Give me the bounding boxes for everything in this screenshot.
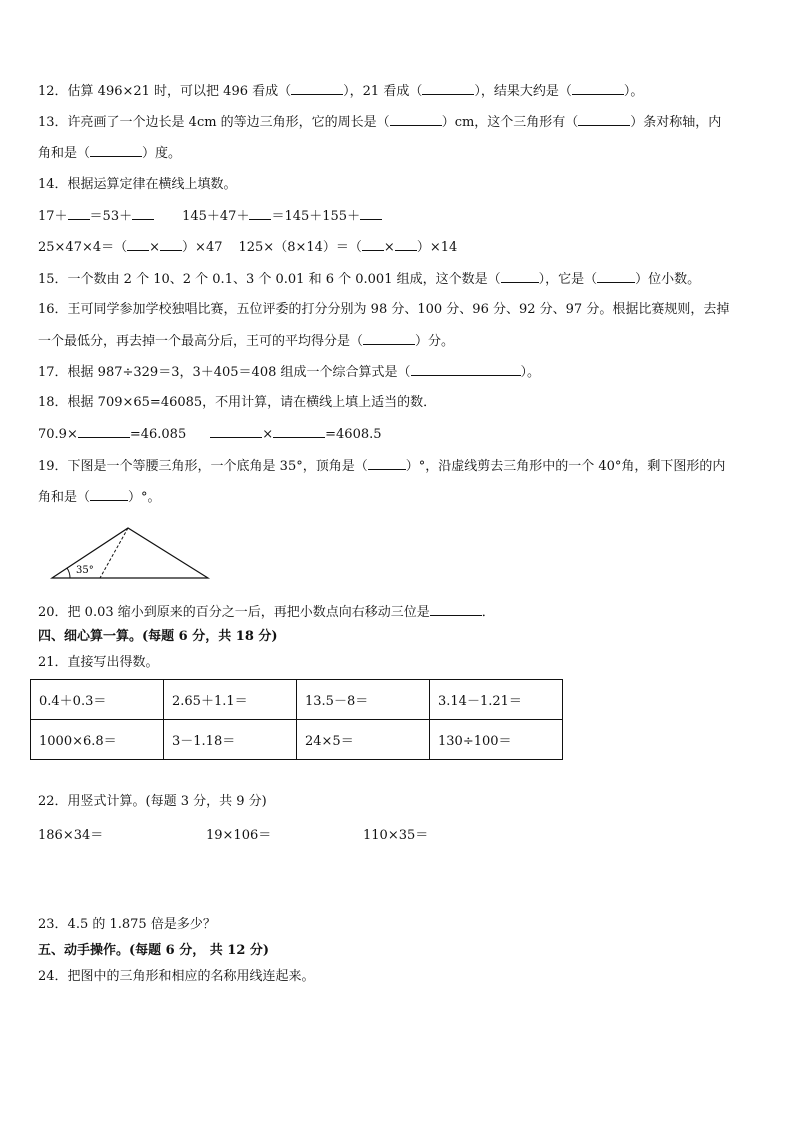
q15-text-2: ），它是（ [538,272,598,287]
question-16-line-1: 16．王可同学参加学校独唱比赛，五位评委的打分分别为 98 分、100 分、96 分、92 分、97 分。根据比赛规则，去掉 [38,302,730,317]
table-row [31,680,563,720]
q13-text-2: ）cm，这个三角形有（ [441,115,579,130]
calc-cell: 24×5＝ [297,720,430,760]
q14-blank[interactable] [360,207,382,220]
q16-blank[interactable] [363,332,415,345]
question-19-line-1 [38,457,725,476]
q22-item: 110×35＝ [363,828,429,843]
q15-text-1: 15．一个数由 2 个 10、2 个 0.1、3 个 0.01 和 6 个 0.001 组成，这个数是（ [38,272,501,287]
q13-text-4: 角和是（ [38,146,91,161]
q13-text-3: ）条对称轴，内 [630,115,722,130]
q22-item: 186×34＝ [38,828,104,843]
q16-text-2: ）分。 [415,334,455,349]
q18-text: × [262,427,274,442]
q18-blank[interactable] [273,425,325,438]
q14-text: × [383,240,395,255]
question-18-row [38,425,382,444]
q14-blank[interactable] [68,207,90,220]
q15-text-3: ）位小数。 [635,272,701,287]
q14-text: ＝145＋155＋ [271,209,361,224]
q19-text-1: 19．下图是一个等腰三角形，一个底角是 35°，顶角是（ [38,459,368,474]
q18-text: =46.085 [129,427,187,442]
question-13-line-2 [38,144,181,163]
question-17 [38,363,540,382]
question-24: 24．把图中的三角形和相应的名称用线连起来。 [38,969,315,984]
q12-blank-2[interactable] [422,82,474,95]
q18-blank[interactable] [78,425,130,438]
q14-text: × [149,240,161,255]
calc-cell: 1000×6.8＝ [31,720,164,760]
q14-text: 125×（8×14）＝（ [238,240,362,255]
q20-blank[interactable] [430,603,482,616]
angle-label: 35° [76,565,94,576]
q15-blank-2[interactable] [597,270,635,283]
q12-blank-3[interactable] [572,82,624,95]
question-14-title: 14．根据运算定律在横线上填数。 [38,177,237,192]
q17-blank[interactable] [411,363,521,376]
question-21-title: 21．直接写出得数。 [38,655,159,670]
question-22-title: 22．用竖式计算。(每题 3 分，共 9 分) [38,794,267,809]
calc-cell: 2.65＋1.1＝ [164,680,297,720]
dashed-cut-line [100,528,128,578]
q14-text: 145＋47＋ [182,209,250,224]
question-14-row-1 [38,207,382,226]
q18-blank[interactable] [210,425,262,438]
question-12 [38,82,643,101]
question-23: 23．4.5 的 1.875 倍是多少？ [38,917,216,932]
q14-blank[interactable] [362,238,384,251]
q15-blank-1[interactable] [501,270,539,283]
isosceles-triangle-figure [48,524,214,582]
q19-text-4: ）°。 [128,490,161,505]
q13-blank-3[interactable] [90,144,142,157]
q14-text: ）×14 [416,240,458,255]
q18-text: 70.9× [38,427,78,442]
q14-text: 25×47×4＝（ [38,240,128,255]
q12-blank-1[interactable] [291,82,343,95]
q14-text: ＝53＋ [89,209,133,224]
q14-text: ）×47 [182,240,223,255]
q19-blank-2[interactable] [90,488,128,501]
q22-item: 19×106＝ [206,828,272,843]
q14-blank[interactable] [127,238,149,251]
question-19-line-2 [38,488,161,507]
calc-cell: 0.4＋0.3＝ [31,680,164,720]
calc-cell: 3.14－1.21＝ [430,680,563,720]
q12-text-3: ），结果大约是（ [474,84,572,99]
calc-cell: 13.5－8＝ [297,680,430,720]
question-18-title: 18．根据 709×65=46085，不用计算，请在横线上填上适当的数． [38,395,437,410]
q14-blank[interactable] [132,207,154,220]
q17-text-2: ）。 [520,365,541,380]
question-16-line-2 [38,332,454,351]
q14-blank[interactable] [249,207,271,220]
q16-text-1: 一个最低分，再去掉一个最高分后，王可的平均得分是（ [38,334,364,349]
q14-blank[interactable] [160,238,182,251]
q13-text-5: ）度。 [142,146,182,161]
calc-table [30,679,563,760]
question-20 [38,603,495,622]
q13-text-1: 13．许亮画了一个边长是 4cm 的等边三角形，它的周长是（ [38,115,390,130]
question-14-row-2 [38,238,457,257]
q12-text-2: ），21 看成（ [343,84,423,99]
q13-blank-2[interactable] [578,113,630,126]
calc-cell: 130÷100＝ [430,720,563,760]
table-row [31,720,563,760]
angle-arc [67,568,70,578]
q13-blank-1[interactable] [390,113,442,126]
q20-text-1: 20．把 0.03 缩小到原来的百分之一后，再把小数点向右移动三位是 [38,605,430,620]
q19-text-3: 角和是（ [38,490,91,505]
calc-cell: 3－1.18＝ [164,720,297,760]
q12-text-4: ）。 [623,84,644,99]
q14-blank[interactable] [395,238,417,251]
q20-text-2: ． [481,605,495,620]
q14-text: 17＋ [38,209,68,224]
question-13-line-1 [38,113,721,132]
q12-text-1: 12．估算 496×21 时，可以把 496 看成（ [38,84,292,99]
q18-text: =4608.5 [325,427,382,442]
section-5-heading: 五、动手操作。(每题 6 分， 共 12 分) [38,943,270,958]
q19-text-2: ）°，沿虚线剪去三角形中的一个 40°角，剩下图形的内 [405,459,726,474]
section-4-heading: 四、细心算一算。(每题 6 分，共 18 分) [38,629,278,644]
question-15 [38,270,700,289]
q19-blank-1[interactable] [368,457,406,470]
q17-text-1: 17．根据 987÷329＝3，3＋405＝408 组成一个综合算式是（ [38,365,411,380]
